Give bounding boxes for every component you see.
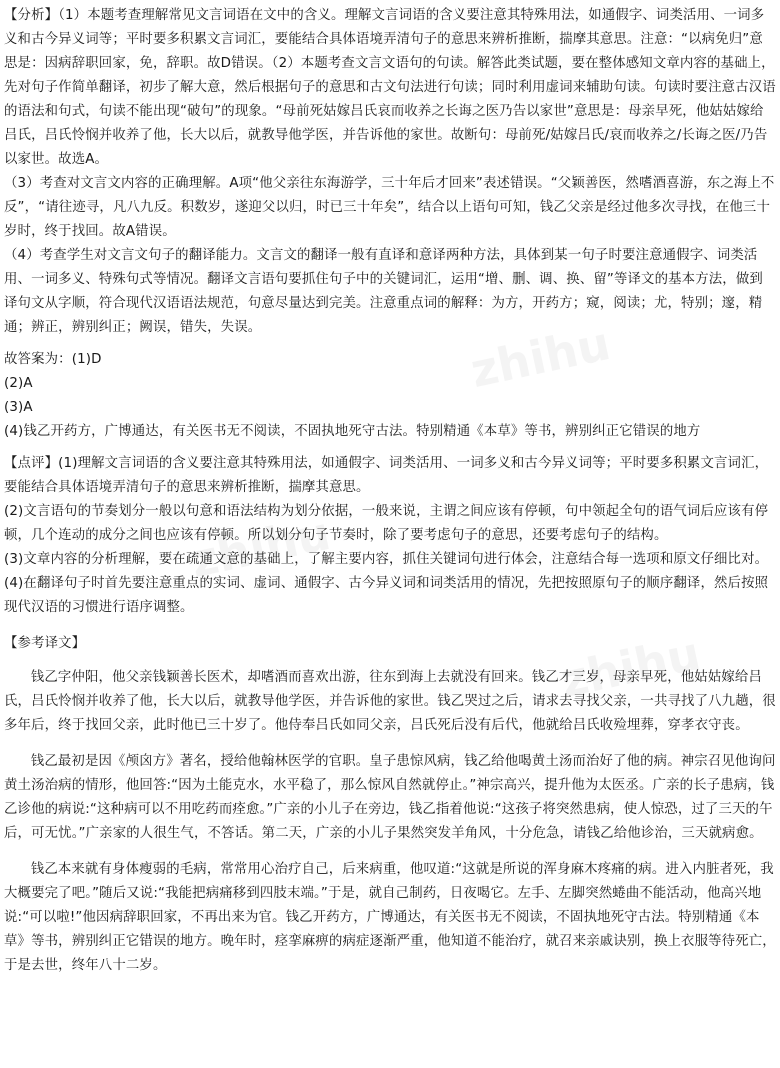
reference-heading: 【参考译文】: [4, 636, 86, 651]
answer-line-1: 故答案为：(1)D: [4, 352, 102, 367]
analysis-section: [4, 4, 776, 340]
translation-paragraph-3: 钱乙本来就有身体瘦弱的毛病，常常用心治疗自己，后来病重，他叹道:“这就是所说的浑身麻木疼痛的病。进入内脏者死，我大概要完了吧。”随后又说:“我能把病痛移到四肢末端。”于是，就自己制药，日夜喝它。左手、左脚突然蜷曲不能活动，他高兴地说:“可以啦!”他因病辞职回家，不再出来为官。钱乙开药方，广博通达，有关医书无不阅读，不固执地死守古法。特别精通《本草》等书，辨别纠正它错误的地方。晚年时，痉挛麻痹的病症逐渐严重，他知道不能治疗，就召来亲戚诀别，换上衣服等待死亡，于是去世，终年八十二岁。: [4, 862, 776, 973]
answer-line-4: (4)钱乙开药方，广博通达，有关医书无不阅读，不固执地死守古法。特别精通《本草》等书，辨别纠正它错误的地方: [4, 424, 701, 439]
answer-section: [4, 348, 776, 444]
comment-paragraph-2: (2)文言语句的节奏划分一般以句意和语法结构为划分依据，一般来说，主谓之间应该有停顿，句中领起全句的语气词后应该有停顿，几个连动的成分之间也应该有停顿。所以划分句子节奏时，除了要考虑句子的意思，还要考虑句子的结构。: [4, 504, 769, 543]
analysis-paragraph-3: （3）考查对文言文内容的正确理解。A项“他父亲往东海游学，三十年后才回来”表述错误。“父颖善医，然嗜酒喜游，东之海上不反”，“请往迹寻，凡八九反。积数岁，遂迎父以归，时已三十年矣”，结合以上语句可知，钱乙父亲是经过他多次寻找，在他三十岁时，终于找回。故A错误。: [4, 176, 775, 239]
comment-paragraph-3: (3)文章内容的分析理解，要在疏通文意的基础上，了解主要内容，抓住关键词句进行体会，注意结合每一选项和原文仔细比对。: [4, 552, 769, 567]
watermark: zhihu: [555, 625, 705, 709]
watermark: zhihu: [185, 505, 335, 589]
translation-paragraph-2: 钱乙最初是因《颅囟方》著名，授给他翰林医学的官职。皇子患惊风病，钱乙给他喝黄土汤而治好了他的病。神宗召见他询问黄土汤治病的情形，他回答:“因为土能克水，水平稳了，那么惊风自然就停止。”神宗高兴，提升他为太医丞。广亲的长子患病，钱乙诊他的病说:“这种病可以不用吃药而痊愈。”广亲的小儿子在旁边，钱乙指着他说:“这孩子将突然患病，使人惊恐，过了三天的午后，可无忧。”广亲家的人很生气，不答话。第二天，广亲的小儿子果然突发羊角风，十分危急，请钱乙给他诊治，三天就病愈。: [4, 754, 776, 841]
answer-line-2: (2)A: [4, 376, 33, 391]
answer-line-3: (3)A: [4, 400, 33, 415]
comment-paragraph-4: (4)在翻译句子时首先要注意重点的实词、虚词、通假字、古今异义词和词类活用的情况，先把按照原句子的顺序翻译，然后按照现代汉语的习惯进行语序调整。: [4, 576, 769, 615]
analysis-paragraph-1: 【分析】（1）本题考查理解常见文言词语在文中的含义。理解文言词语的含义要注意其特殊用法，如通假字、词类活用、一词多义和古今异义词等；平时要多积累文言词汇，要能结合具体语境弄清句子的意思来辨析推断，揣摩其意思。注意：“以病免归”意思是：因病辞职回家，免，辞职。故D错误。（2）本题考查文言文语句的句读。解答此类试题，要在整体感知文章内容的基础上，先对句子作简单翻译，初步了解大意，然后根据句子的意思和古文句法进行句读；同时利用虚词来辅助句读。句读时要注意古汉语的语法和句式，句读不能出现“破句”的现象。“母前死姑嫁吕氏哀而收养之长诲之医乃告以家世”意思是：母亲早死，他姑姑嫁给吕氏，吕氏怜悯并收养了他，长大以后，就教导他学医，并告诉他的家世。故断句：母前死/姑嫁吕氏/哀而收养之/长诲之医/乃告以家世。故选A。: [4, 8, 776, 167]
watermark: zhihu: [465, 315, 615, 399]
translation-paragraph-1: 钱乙字仲阳，他父亲钱颖善长医术，却嗜酒而喜欢出游，往东到海上去就没有回来。钱乙才三岁，母亲早死，他姑姑嫁给吕氏，吕氏怜悯并收养了他，长大以后，就教导他学医，并告诉他的家世。钱乙哭过之后，请求去寻找父亲，一共寻找了八九趟，很多年后，终于找回父亲，此时他已三十岁了。他侍奉吕氏如同父亲，吕氏死后没有后代，他就给吕氏收殓埋葬，穿孝衣守丧。: [4, 670, 776, 733]
comment-paragraph-1: 【点评】(1)理解文言词语的含义要注意其特殊用法，如通假字、词类活用、一词多义和古今异义词等；平时要多积累文言词汇，要能结合具体语境弄清句子的意思来辨析推断，揣摩其意思。: [4, 456, 769, 495]
comment-section: [4, 452, 776, 620]
analysis-paragraph-4: （4）考查学生对文言文句子的翻译能力。文言文的翻译一般有直译和意译两种方法，具体到某一句子时要注意通假字、词类活用、一词多义、特殊句式等情况。翻译文言语句要抓住句子中的关键词汇，运用“增、删、调、换、留”等译文的基本方法，做到译句文从字顺，符合现代汉语语法规范，句意尽量达到完美。注意重点词的解释：为方，开药方；窥，阅读；尤，特别；邃，精通；辨正，辨别纠正；阙误，错失，失误。: [4, 248, 763, 335]
